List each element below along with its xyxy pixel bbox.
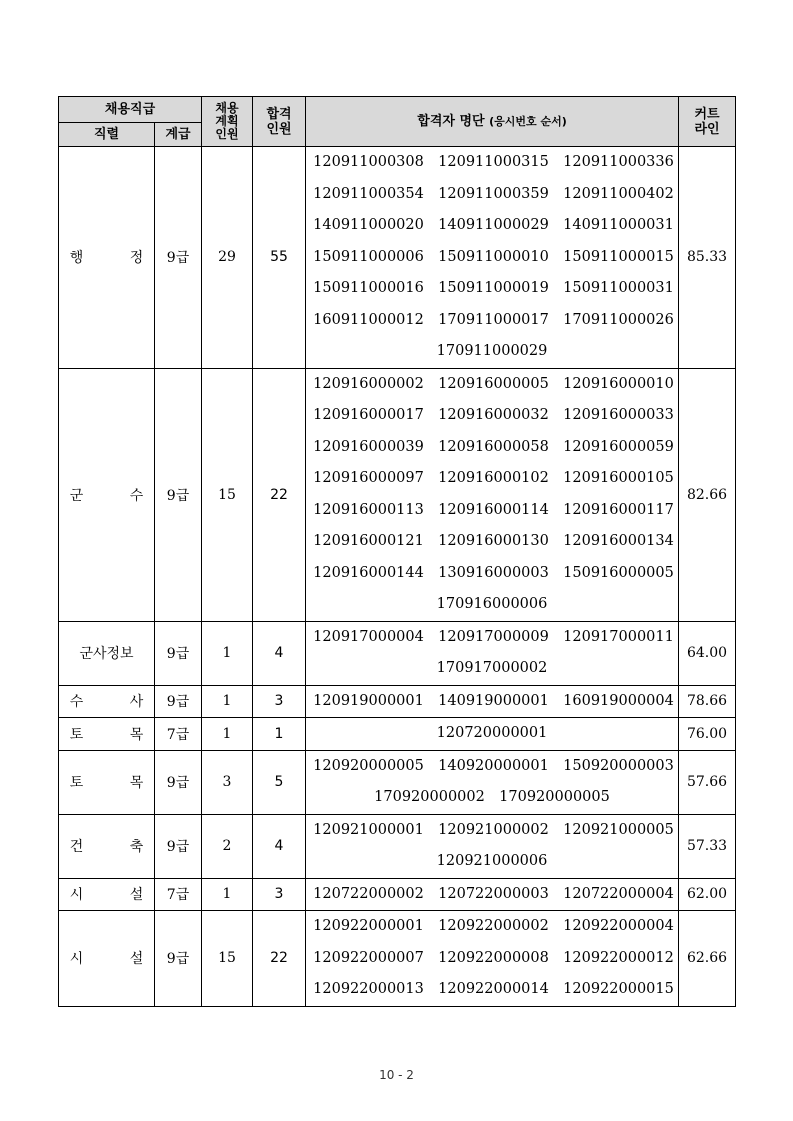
table-row	[59, 718, 736, 751]
table-row	[59, 685, 736, 718]
passer-line	[306, 147, 678, 179]
exam-number: 150916000005	[563, 564, 674, 581]
passed-count-cell: 4	[253, 621, 306, 685]
exam-number: 120916000102	[438, 470, 549, 486]
exam-number: 120916000144	[313, 564, 424, 581]
exam-number: 120922000014	[438, 981, 549, 997]
passer-line	[306, 622, 678, 654]
passer-line	[306, 974, 678, 1006]
exam-number: 120921000006	[436, 853, 548, 869]
exam-number: 120911000336	[563, 154, 674, 170]
passer-list-cell	[306, 911, 679, 1007]
passer-line	[306, 463, 678, 495]
grade-cell: 9급	[155, 685, 202, 718]
passed-count-cell: 3	[253, 878, 306, 911]
exam-number: 150911000010	[438, 248, 549, 265]
results-table	[58, 96, 736, 1007]
exam-number: 120916000039	[313, 438, 424, 455]
passer-line	[306, 653, 678, 685]
grade-cell: 9급	[155, 911, 202, 1007]
passer-line	[306, 273, 678, 305]
series-cell: 건 축	[59, 814, 155, 878]
passer-line	[306, 718, 678, 750]
passer-line	[306, 526, 678, 558]
exam-number: 120916000017	[313, 407, 424, 423]
grade-cell: 9급	[155, 147, 202, 369]
header-list-title: 합격자 명단	[417, 114, 485, 129]
exam-number: 120917000009	[438, 628, 549, 645]
results-body	[59, 147, 736, 1007]
exam-number: 170911000017	[438, 311, 549, 328]
exam-number: 150911000015	[563, 248, 674, 265]
passed-count-cell: 22	[253, 911, 306, 1007]
passer-list-cell	[306, 814, 679, 878]
passer-list-cell	[306, 685, 679, 718]
cutoff-cell: 64.00	[679, 621, 736, 685]
passer-line	[306, 242, 678, 274]
passer-line	[306, 336, 678, 368]
passer-line	[306, 432, 678, 464]
header-passed-count: 합격 인원	[253, 97, 306, 147]
series-cell: 군사정보	[59, 621, 155, 685]
exam-number: 120911000308	[313, 154, 424, 170]
exam-number: 150911000016	[313, 280, 424, 296]
plan-count-cell: 1	[202, 878, 253, 911]
exam-number: 140911000029	[438, 217, 549, 233]
passer-line	[306, 558, 678, 590]
grade-cell: 9급	[155, 368, 202, 621]
exam-number: 120922000007	[313, 949, 424, 966]
passed-count-cell: 55	[253, 147, 306, 369]
exam-number: 120917000004	[313, 628, 424, 645]
exam-number: 120722000003	[438, 885, 549, 902]
header-grade: 계급	[155, 123, 202, 147]
exam-number: 170916000006	[436, 596, 548, 612]
table-row	[59, 911, 736, 1007]
series-cell: 군 수	[59, 368, 155, 621]
header-passer-list	[306, 97, 679, 147]
exam-number: 140919000001	[438, 692, 549, 709]
passer-line	[306, 879, 678, 911]
exam-number: 120916000059	[563, 438, 674, 455]
exam-number: 120922000013	[313, 981, 424, 997]
series-cell: 시 설	[59, 911, 155, 1007]
exam-number: 120916000097	[313, 470, 424, 486]
header-cutoff: 커트 라인	[679, 97, 736, 147]
exam-number: 120911000359	[438, 185, 549, 202]
exam-number: 140911000031	[563, 217, 674, 233]
passer-line	[306, 815, 678, 847]
exam-number: 120911000315	[438, 154, 549, 170]
passer-line	[306, 495, 678, 527]
table-row	[59, 368, 736, 621]
passer-line	[306, 751, 678, 783]
passer-list-cell	[306, 368, 679, 621]
exam-number: 120916000005	[438, 375, 549, 392]
plan-count-cell: 3	[202, 750, 253, 814]
grade-cell: 9급	[155, 814, 202, 878]
passer-line	[306, 589, 678, 621]
exam-number: 120916000010	[563, 375, 674, 392]
cutoff-cell: 62.66	[679, 911, 736, 1007]
cutoff-cell: 76.00	[679, 718, 736, 751]
table-row	[59, 621, 736, 685]
exam-number: 170911000029	[436, 343, 548, 359]
table-row	[59, 750, 736, 814]
plan-count-cell: 29	[202, 147, 253, 369]
passer-line	[306, 305, 678, 337]
plan-count-cell: 2	[202, 814, 253, 878]
cutoff-cell: 57.66	[679, 750, 736, 814]
exam-number: 120916000117	[563, 501, 674, 518]
cutoff-cell: 85.33	[679, 147, 736, 369]
passed-count-cell: 4	[253, 814, 306, 878]
plan-count-cell: 15	[202, 911, 253, 1007]
plan-count-cell: 1	[202, 621, 253, 685]
passer-line	[306, 846, 678, 878]
exam-number: 120916000113	[313, 501, 424, 518]
exam-number: 170917000002	[436, 660, 548, 676]
exam-number: 120722000004	[563, 885, 674, 902]
passed-count-cell: 1	[253, 718, 306, 751]
passer-list-cell	[306, 718, 679, 751]
plan-count-cell: 1	[202, 685, 253, 718]
series-cell: 수 사	[59, 685, 155, 718]
exam-number: 120916000130	[438, 533, 549, 549]
exam-number: 150911000006	[313, 248, 424, 265]
grade-cell: 9급	[155, 750, 202, 814]
exam-number: 160919000004	[563, 692, 674, 709]
header-list-note: (응시번호 순서)	[489, 115, 567, 128]
table-row	[59, 878, 736, 911]
exam-number: 170911000026	[563, 311, 674, 328]
exam-number: 140911000020	[313, 217, 424, 233]
cutoff-cell: 78.66	[679, 685, 736, 718]
passer-list-cell	[306, 621, 679, 685]
exam-number: 120911000402	[563, 185, 674, 202]
passer-line	[306, 686, 678, 718]
exam-number: 120917000011	[563, 628, 674, 645]
exam-number: 160911000012	[313, 311, 424, 328]
series-cell: 시 설	[59, 878, 155, 911]
exam-number: 120922000008	[438, 949, 549, 966]
exam-number: 120922000012	[563, 949, 674, 966]
series-cell: 토 목	[59, 750, 155, 814]
exam-number: 150911000019	[438, 280, 549, 296]
exam-number: 120921000002	[438, 821, 549, 838]
passer-list-cell	[306, 147, 679, 369]
passer-list-cell	[306, 878, 679, 911]
passed-count-cell: 5	[253, 750, 306, 814]
exam-number: 120920000005	[313, 757, 424, 774]
passer-line	[306, 911, 678, 943]
passer-line	[306, 400, 678, 432]
series-cell: 토 목	[59, 718, 155, 751]
cutoff-cell: 57.33	[679, 814, 736, 878]
passed-count-cell: 22	[253, 368, 306, 621]
passer-line	[306, 782, 678, 814]
grade-cell: 7급	[155, 718, 202, 751]
exam-number: 120911000354	[313, 185, 424, 202]
table-row	[59, 814, 736, 878]
header-plan-count: 채용 계획 인원	[202, 97, 253, 147]
table-row	[59, 147, 736, 369]
cutoff-cell: 62.00	[679, 878, 736, 911]
plan-count-cell: 1	[202, 718, 253, 751]
passer-line	[306, 943, 678, 975]
exam-number: 150911000031	[563, 280, 674, 296]
exam-number: 120722000002	[313, 885, 424, 902]
header-series: 직렬	[59, 123, 155, 147]
exam-number: 120916000134	[563, 533, 674, 549]
exam-number: 130916000003	[438, 564, 549, 581]
exam-number: 120916000114	[438, 501, 549, 518]
series-cell: 행 정	[59, 147, 155, 369]
exam-number: 140920000001	[438, 757, 549, 774]
exam-number: 170920000002	[374, 789, 485, 805]
exam-number: 120922000001	[313, 918, 424, 934]
exam-number: 170920000005	[499, 789, 610, 805]
exam-number: 120720000001	[436, 725, 548, 741]
grade-cell: 9급	[155, 621, 202, 685]
passed-count-cell: 3	[253, 685, 306, 718]
plan-count-cell: 15	[202, 368, 253, 621]
cutoff-cell: 82.66	[679, 368, 736, 621]
exam-number: 120916000058	[438, 438, 549, 455]
exam-number: 120921000001	[313, 821, 424, 838]
exam-number: 120919000001	[313, 692, 424, 709]
passer-line	[306, 369, 678, 401]
exam-number: 120922000002	[438, 918, 549, 934]
passer-list-cell	[306, 750, 679, 814]
grade-cell: 7급	[155, 878, 202, 911]
exam-number: 120916000121	[313, 533, 424, 549]
page-number: 10 - 2	[379, 1068, 414, 1082]
exam-number: 120916000002	[313, 375, 424, 392]
passer-line	[306, 210, 678, 242]
exam-number: 120922000015	[563, 981, 674, 997]
exam-number: 150920000003	[563, 757, 674, 774]
exam-number: 120916000105	[563, 470, 674, 486]
passer-line	[306, 179, 678, 211]
exam-number: 120916000032	[438, 407, 549, 423]
header-recruit-group: 채용직급	[59, 97, 202, 123]
exam-number: 120921000005	[563, 821, 674, 838]
exam-number: 120916000033	[563, 407, 674, 423]
exam-number: 120922000004	[563, 918, 674, 934]
